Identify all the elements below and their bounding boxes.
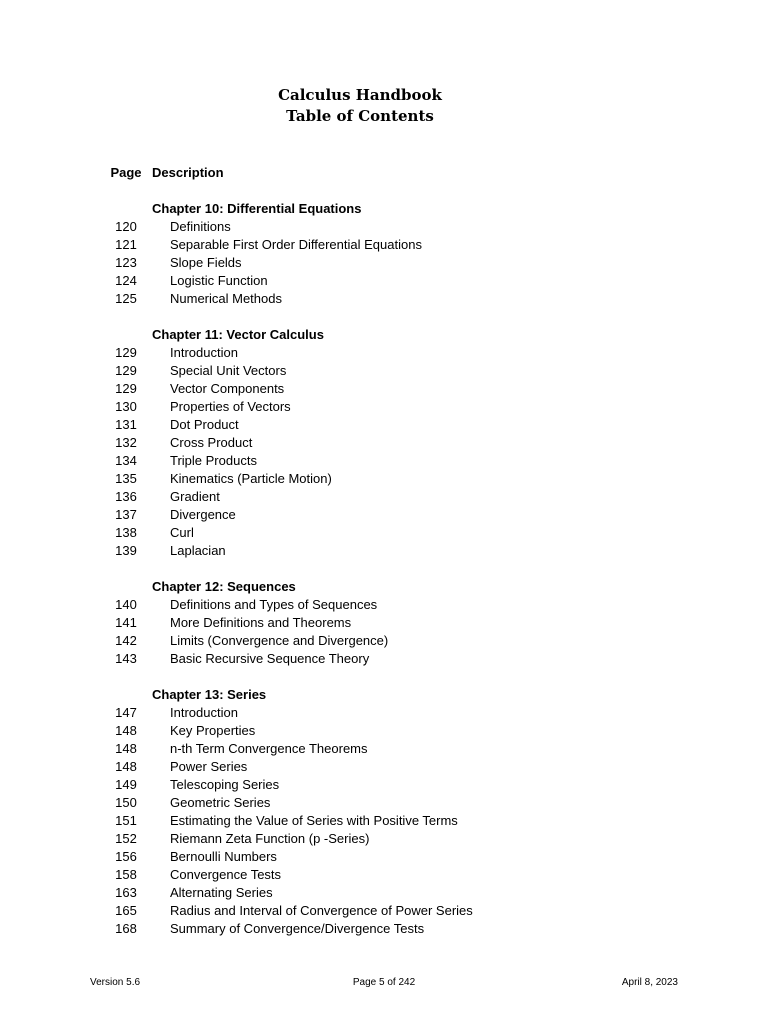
entry-page-number: 168: [115, 921, 137, 936]
entry-title: Alternating Series: [170, 885, 273, 900]
entry-title: Key Properties: [170, 723, 256, 738]
chapter-page-cell: [100, 326, 152, 344]
chapter-title: Chapter 11: Vector Calculus: [152, 327, 324, 342]
entry-title: Power Series: [170, 759, 248, 774]
entry-title: Triple Products: [170, 453, 257, 468]
entry-title: Definitions and Types of Sequences: [170, 597, 378, 612]
chapter-heading-row: [100, 686, 700, 704]
toc-entry: [100, 488, 700, 506]
entry-page-number: 137: [115, 507, 137, 522]
entry-title: Properties of Vectors: [170, 399, 291, 414]
toc-entry: [100, 362, 700, 380]
entry-title: More Definitions and Theorems: [170, 615, 352, 630]
entry-page-number: 124: [115, 273, 137, 288]
entry-page-number: 136: [115, 489, 137, 504]
entry-page-number: 139: [115, 543, 137, 558]
toc-entry: [100, 704, 700, 722]
chapter-spacer: [100, 668, 700, 686]
entry-page-number: 156: [115, 849, 137, 864]
entry-title: Gradient: [170, 489, 220, 504]
toc-entry: [100, 434, 700, 452]
entry-page-number: 131: [115, 417, 137, 432]
entry-page-number: 132: [115, 435, 137, 450]
footer-version: Version 5.6: [90, 977, 141, 988]
toc-entry: [100, 884, 700, 902]
entry-page-number: 129: [115, 363, 137, 378]
chapter-page-cell: [100, 200, 152, 218]
entry-title: Estimating the Value of Series with Positive Terms: [170, 813, 458, 828]
footer-date: April 8, 2023: [621, 977, 678, 988]
entry-page-number: 120: [115, 219, 137, 234]
toc-entry: [100, 650, 700, 668]
entry-page-number: 148: [115, 759, 137, 774]
entry-title: Introduction: [170, 705, 238, 720]
footer-page-number: Page 5 of 242: [352, 977, 416, 988]
toc-entry: [100, 380, 700, 398]
entry-title: Introduction: [170, 345, 238, 360]
entry-title: Basic Recursive Sequence Theory: [170, 651, 370, 666]
chapter-spacer: [100, 308, 700, 326]
toc-entry: [100, 218, 700, 236]
entry-title: Laplacian: [170, 543, 226, 558]
toc-entry: [100, 416, 700, 434]
toc-entry: [100, 236, 700, 254]
toc-entry: [100, 452, 700, 470]
entry-page-number: 123: [115, 255, 137, 270]
entry-page-number: 129: [115, 381, 137, 396]
toc-entry: [100, 398, 700, 416]
chapter-page-cell: [100, 578, 152, 596]
entry-page-number: 150: [115, 795, 137, 810]
entry-page-number: 163: [115, 885, 137, 900]
entry-title: Divergence: [170, 507, 236, 522]
entry-title: Cross Product: [170, 435, 253, 450]
entry-title: Separable First Order Differential Equations: [170, 237, 422, 252]
toc-entry: [100, 542, 700, 560]
entry-title: Radius and Interval of Convergence of Power Series: [170, 903, 473, 918]
toc-entry: [100, 848, 700, 866]
entry-page-number: 129: [115, 345, 137, 360]
chapter-heading-row: [100, 326, 700, 344]
toc-entry: [100, 830, 700, 848]
chapter-page-cell: [100, 686, 152, 704]
toc-entry: [100, 776, 700, 794]
entry-page-number: 134: [115, 453, 137, 468]
entry-page-number: 152: [115, 831, 137, 846]
toc-entry: [100, 902, 700, 920]
page-column-header: Page: [110, 165, 142, 180]
entry-page-number: 148: [115, 741, 137, 756]
entry-title: Summary of Convergence/Divergence Tests: [170, 921, 425, 936]
toc-entry: [100, 614, 700, 632]
toc-entry: [100, 470, 700, 488]
entry-page-number: 140: [115, 597, 137, 612]
entry-title: n-th Term Convergence Theorems: [170, 741, 368, 756]
entry-page-number: 138: [115, 525, 137, 540]
entry-title: Dot Product: [170, 417, 239, 432]
entry-page-number: 130: [115, 399, 137, 414]
entry-page-number: 125: [115, 291, 137, 306]
toc-entry: [100, 722, 700, 740]
toc-entry: [100, 632, 700, 650]
entry-page-number: 142: [115, 633, 137, 648]
toc-entry: [100, 254, 700, 272]
entry-title: Geometric Series: [170, 795, 271, 810]
entry-title: Special Unit Vectors: [170, 363, 287, 378]
entry-page-number: 147: [115, 705, 137, 720]
entry-title: Definitions: [170, 219, 231, 234]
entry-page-number: 149: [115, 777, 137, 792]
toc-entry: [100, 758, 700, 776]
toc-entry: [100, 866, 700, 884]
entry-title: Limits (Convergence and Divergence): [170, 633, 389, 648]
entry-title: Bernoulli Numbers: [170, 849, 277, 864]
entry-title: Numerical Methods: [170, 291, 282, 306]
entry-title: Slope Fields: [170, 255, 242, 270]
entry-title: Telescoping Series: [170, 777, 280, 792]
entry-title: Convergence Tests: [170, 867, 282, 882]
document-subtitle: Table of Contents: [286, 107, 434, 125]
toc-entry: [100, 272, 700, 290]
entry-page-number: 143: [115, 651, 137, 666]
entry-page-number: 165: [115, 903, 137, 918]
toc-entry: [100, 812, 700, 830]
table-of-contents: [100, 164, 700, 938]
entry-page-number: 148: [115, 723, 137, 738]
chapter-heading-row: [100, 200, 700, 218]
toc-entry: [100, 290, 700, 308]
document-title: Calculus Handbook: [278, 86, 442, 104]
toc-entry: [100, 344, 700, 362]
toc-entry: [100, 524, 700, 542]
chapter-title: Chapter 13: Series: [152, 687, 267, 702]
entry-page-number: 121: [115, 237, 137, 252]
entry-title: Vector Components: [170, 381, 285, 396]
entry-page-number: 158: [115, 867, 137, 882]
entry-page-number: 135: [115, 471, 137, 486]
toc-entry: [100, 740, 700, 758]
entry-title: Riemann Zeta Function (p -Series): [170, 831, 370, 846]
chapter-heading-row: [100, 578, 700, 596]
entry-title: Kinematics (Particle Motion): [170, 471, 332, 486]
chapter-spacer: [100, 182, 700, 200]
toc-header-row: [100, 164, 700, 182]
toc-entry: [100, 506, 700, 524]
entry-title: Logistic Function: [170, 273, 268, 288]
chapter-title: Chapter 10: Differential Equations: [152, 201, 362, 216]
toc-entry: [100, 794, 700, 812]
entry-page-number: 151: [115, 813, 137, 828]
toc-entry: [100, 596, 700, 614]
chapter-spacer: [100, 560, 700, 578]
chapter-title: Chapter 12: Sequences: [152, 579, 296, 594]
entry-page-number: 141: [115, 615, 137, 630]
description-column-header: Description: [152, 165, 224, 180]
title-block: [0, 85, 720, 127]
toc-entry: [100, 920, 700, 938]
entry-title: Curl: [170, 525, 194, 540]
